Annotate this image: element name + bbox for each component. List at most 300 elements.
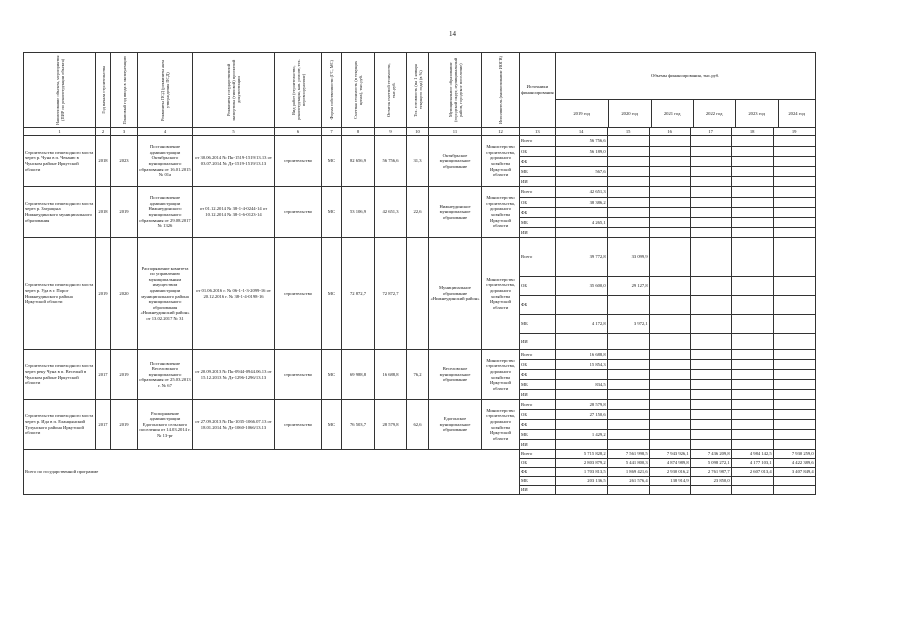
readiness-value: 31,3 xyxy=(407,136,429,187)
municipality: Веселовское муниципальное образование xyxy=(429,350,482,400)
financing-value xyxy=(690,218,731,228)
financing-value xyxy=(649,410,690,420)
financing-value xyxy=(731,350,773,360)
financing-value: 567,6 xyxy=(555,167,607,177)
header-readiness: Тех. готовность (на 1 января текущего года) (в %) xyxy=(412,63,423,117)
financing-value: 3 972,1 xyxy=(607,315,649,334)
financing-value xyxy=(607,167,649,177)
financing-value xyxy=(690,238,731,277)
header-estimate: Сметная стоимость (в текущих ценах), тыс.руб. xyxy=(353,60,363,120)
executor: Министерство строительства, дорожного хозяйства Иркутской области xyxy=(482,136,520,187)
financing-value xyxy=(555,334,607,350)
source-label: ИИ xyxy=(520,334,556,350)
financing-value xyxy=(690,167,731,177)
total-financing-value: 7 436 209,8 xyxy=(690,450,731,459)
estimate-value: 76 503,7 xyxy=(342,400,375,450)
header-pso: Реквизиты ПСД (реквизиты акта утверждения ПСД) xyxy=(160,59,170,121)
readiness-value xyxy=(407,238,429,350)
header-year-2022: 2022 год xyxy=(694,100,736,127)
source-label: ФБ xyxy=(520,157,556,167)
total-financing-value xyxy=(555,486,607,495)
source-label: МБ xyxy=(520,430,556,440)
financing-value xyxy=(731,410,773,420)
financing-value xyxy=(649,440,690,450)
financing-value xyxy=(773,440,815,450)
total-financing-value: 2 930 016,2 xyxy=(649,468,690,477)
financing-value xyxy=(649,420,690,430)
source-label: МБ xyxy=(520,315,556,334)
financing-value: 42 651,3 xyxy=(555,187,607,198)
municipality: Муниципальное образование «Нижнеудинский район» xyxy=(429,238,482,350)
financing-value xyxy=(690,380,731,390)
col-index: 17 xyxy=(690,128,731,136)
financing-value xyxy=(690,208,731,218)
financing-value xyxy=(649,218,690,228)
financing-value xyxy=(773,315,815,334)
financing-value xyxy=(555,370,607,380)
financing-value xyxy=(649,390,690,400)
financing-value xyxy=(773,208,815,218)
header-work-type: Вид работ (строительство, реконструкция, кап. ремонт, тех. перевооружение) xyxy=(290,59,306,121)
financing-value xyxy=(773,390,815,400)
financing-value xyxy=(649,147,690,157)
financing-value xyxy=(773,350,815,360)
source-label: ФБ xyxy=(520,370,556,380)
financing-value xyxy=(607,147,649,157)
source-label: ИИ xyxy=(520,440,556,450)
financing-value xyxy=(773,360,815,370)
financing-value xyxy=(690,410,731,420)
col-index: 7 xyxy=(322,128,342,136)
col-index: 4 xyxy=(138,128,193,136)
total-financing-value: 1 703 813,5 xyxy=(555,468,607,477)
header-year-2024: 2024 год xyxy=(788,110,805,116)
total-financing-value: 261 576,4 xyxy=(607,477,649,486)
ownership: МС xyxy=(322,400,342,450)
start-year: 2019 xyxy=(96,238,111,350)
financing-value xyxy=(773,187,815,198)
pso-details: Постановление Веселовского муниципального образования от 25.03.2013 г. № 67 xyxy=(138,350,193,400)
start-year: 2017 xyxy=(96,350,111,400)
financing-value xyxy=(607,440,649,450)
financing-value xyxy=(555,157,607,167)
financing-value xyxy=(649,228,690,238)
expertise-details: от 20.09.2013 № Пк-0944-0944.06.13 от 15.12.2013 № Дз-1296-1296/13.13 xyxy=(193,350,275,400)
financing-value xyxy=(690,147,731,157)
readiness-value: 62,6 xyxy=(407,400,429,450)
financing-value xyxy=(690,136,731,147)
executor: Министерство строительства, дорожного хозяйства Иркутской области xyxy=(482,238,520,350)
end-year: 2019 xyxy=(111,350,138,400)
end-year: 2023 xyxy=(111,136,138,187)
total-financing-value xyxy=(649,486,690,495)
financing-value xyxy=(773,410,815,420)
source-label: ФБ xyxy=(520,420,556,430)
col-index: 8 xyxy=(342,128,375,136)
financing-value xyxy=(773,238,815,277)
col-index: 1 xyxy=(24,128,96,136)
financing-value: 56 189,0 xyxy=(555,147,607,157)
col-index: 11 xyxy=(429,128,482,136)
financing-value xyxy=(607,218,649,228)
source-label: ФБ xyxy=(520,296,556,315)
financing-value xyxy=(773,334,815,350)
financing-value xyxy=(649,157,690,167)
col-index: 16 xyxy=(649,128,690,136)
financing-value xyxy=(731,218,773,228)
total-financing-value: 138 914,9 xyxy=(649,477,690,486)
ownership: МС xyxy=(322,238,342,350)
source-label: ФБ xyxy=(520,208,556,218)
end-year: 2019 xyxy=(111,187,138,238)
municipality: Едогонское муниципальное образование xyxy=(429,400,482,450)
financing-value xyxy=(649,360,690,370)
financing-value xyxy=(649,167,690,177)
financing-value xyxy=(649,177,690,187)
estimate-value: 53 106,9 xyxy=(342,187,375,238)
financing-value xyxy=(555,296,607,315)
financing-value xyxy=(731,136,773,147)
program-table xyxy=(23,52,816,495)
financing-value xyxy=(773,277,815,296)
financing-value xyxy=(607,334,649,350)
financing-value xyxy=(731,315,773,334)
col-index: 19 xyxy=(773,128,815,136)
header-end-year: Плановый год ввода в эксплуатацию xyxy=(121,55,127,125)
source-label: ОБ xyxy=(520,147,556,157)
header-ownership: Форма собственности (ГС, МС) xyxy=(329,60,334,120)
remaining-value: 16 688,8 xyxy=(375,350,407,400)
financing-value: 38 386,2 xyxy=(555,198,607,208)
financing-value xyxy=(731,187,773,198)
financing-value xyxy=(607,157,649,167)
header-name: Наименование объекта, мероприятия (ПИР по реконструкции объекта) xyxy=(54,55,65,125)
total-financing-value xyxy=(690,486,731,495)
financing-value xyxy=(690,334,731,350)
col-index: 10 xyxy=(407,128,429,136)
financing-value: 28 579,8 xyxy=(555,400,607,410)
financing-value xyxy=(607,187,649,198)
end-year: 2019 xyxy=(111,400,138,450)
total-financing-value xyxy=(773,486,815,495)
estimate-value: 72 872,7 xyxy=(342,238,375,350)
total-financing-value xyxy=(607,486,649,495)
total-financing-value: 2 607 013,4 xyxy=(731,468,773,477)
start-year: 2018 xyxy=(96,187,111,238)
financing-value xyxy=(690,440,731,450)
financing-value xyxy=(607,350,649,360)
source-label: ОБ xyxy=(520,277,556,296)
financing-value: 35 600,0 xyxy=(555,277,607,296)
readiness-value: 76,2 xyxy=(407,350,429,400)
total-financing-value: 4 874 989,8 xyxy=(649,459,690,468)
work-type: строительство xyxy=(275,187,322,238)
financing-value xyxy=(607,208,649,218)
financing-value xyxy=(555,177,607,187)
executor: Министерство строительства, дорожного хозяйства Иркутской области xyxy=(482,400,520,450)
total-financing-value: 4 984 142,5 xyxy=(731,450,773,459)
financing-value xyxy=(649,370,690,380)
financing-value xyxy=(607,380,649,390)
financing-value xyxy=(773,147,815,157)
financing-value xyxy=(773,136,815,147)
financing-value xyxy=(773,157,815,167)
financing-value xyxy=(607,136,649,147)
financing-value xyxy=(773,400,815,410)
object-name: Строительство пешеходного моста через р. Чуна в п. Чеканю в Чунском районе Иркутской области xyxy=(24,136,96,187)
municipality: Октябрьское муниципальное образование xyxy=(429,136,482,187)
financing-value xyxy=(690,177,731,187)
source-label: ОБ xyxy=(520,360,556,370)
source-label: ОБ xyxy=(520,198,556,208)
financing-value xyxy=(690,187,731,198)
estimate-value: 69 988,8 xyxy=(342,350,375,400)
col-index: 14 xyxy=(555,128,607,136)
financing-value xyxy=(690,420,731,430)
financing-value xyxy=(607,390,649,400)
total-financing-value: 4 422 389,6 xyxy=(773,459,815,468)
table-row xyxy=(24,136,816,147)
financing-value xyxy=(690,296,731,315)
object-name: Строительство пешеходного моста через р. Заграцька Нижнеудинского муниципального образования xyxy=(24,187,96,238)
header-financing: Объемы финансирования, тыс.руб. xyxy=(556,53,815,100)
financing-value: 16 688,8 xyxy=(555,350,607,360)
header-year-2023: 2023 год xyxy=(736,100,779,127)
ownership: МС xyxy=(322,350,342,400)
col-index: 18 xyxy=(731,128,773,136)
ownership: МС xyxy=(322,136,342,187)
financing-value xyxy=(690,400,731,410)
financing-value xyxy=(607,360,649,370)
pso-details: Распоряжение комитета по управлению муниципальным имуществом администрации муниципального района муниципального образования «Нижнеудинский район» от 13.02.2017 № 31 xyxy=(138,238,193,350)
estimate-value: 82 656,9 xyxy=(342,136,375,187)
financing-value: 15 854,3 xyxy=(555,360,607,370)
financing-value xyxy=(773,380,815,390)
financing-value: 56 756,6 xyxy=(555,136,607,147)
financing-value xyxy=(731,238,773,277)
header-sources: Источники финансирования xyxy=(520,53,556,128)
start-year: 2017 xyxy=(96,400,111,450)
financing-value xyxy=(731,430,773,440)
object-name: Строительство пешеходного моста через р. Ида в п. Еланцынский Тулунского района Иркутской области xyxy=(24,400,96,450)
total-financing-value xyxy=(773,477,815,486)
total-source-label: ОБ xyxy=(520,459,556,468)
financing-value xyxy=(649,350,690,360)
financing-value xyxy=(731,420,773,430)
table-row xyxy=(24,400,816,410)
column-index-row xyxy=(24,128,816,136)
financing-value xyxy=(773,296,815,315)
financing-value xyxy=(690,277,731,296)
financing-value: 27 150,6 xyxy=(555,410,607,420)
source-label: ОБ xyxy=(520,410,556,420)
remaining-value: 72 872,7 xyxy=(375,238,407,350)
financing-value xyxy=(555,208,607,218)
financing-value xyxy=(731,277,773,296)
col-index: 9 xyxy=(375,128,407,136)
remaining-value: 28 579,8 xyxy=(375,400,407,450)
financing-value xyxy=(731,147,773,157)
total-financing-value: 203 136,5 xyxy=(555,477,607,486)
total-financing-value: 2 761 987,7 xyxy=(690,468,731,477)
table-row xyxy=(24,238,816,277)
total-financing-value: 7 943 926,1 xyxy=(649,450,690,459)
total-row xyxy=(24,450,816,459)
financing-value xyxy=(731,198,773,208)
page-number: 14 xyxy=(449,30,456,38)
object-name: Строительство пешеходного моста через р. Уда в г. Порог Нижнеудинского района Иркутской области xyxy=(24,238,96,350)
financing-value: 4 265,1 xyxy=(555,218,607,228)
expertise-details: от 01.06.2016 г. № 06-1-1-3-2099-16 от 20.12.2016 г. № 38-1-4-0198-16 xyxy=(193,238,275,350)
col-index: 13 xyxy=(520,128,556,136)
financing-value xyxy=(731,360,773,370)
header-executor: Исполнитель (наименование ИОГВ) xyxy=(498,55,503,125)
financing-value xyxy=(607,370,649,380)
financing-value xyxy=(690,370,731,380)
total-source-label: Всего xyxy=(520,450,556,459)
readiness-value: 22,6 xyxy=(407,187,429,238)
financing-value xyxy=(555,390,607,400)
financing-value: 834,5 xyxy=(555,380,607,390)
table-row xyxy=(24,187,816,198)
financing-value: 1 429,2 xyxy=(555,430,607,440)
financing-value xyxy=(649,187,690,198)
financing-value xyxy=(690,430,731,440)
total-financing-value: 4 177 103,1 xyxy=(731,459,773,468)
total-financing-value: 23 850,0 xyxy=(690,477,731,486)
financing-value xyxy=(773,167,815,177)
financing-value xyxy=(731,380,773,390)
col-index: 3 xyxy=(111,128,138,136)
total-financing-value: 3 407 849,4 xyxy=(773,468,815,477)
financing-value xyxy=(731,296,773,315)
remaining-value: 42 651,3 xyxy=(375,187,407,238)
start-year: 2018 xyxy=(96,136,111,187)
financing-value xyxy=(773,370,815,380)
financing-value xyxy=(690,360,731,370)
financing-value xyxy=(731,228,773,238)
financing-value xyxy=(607,177,649,187)
expertise-details: от 01.12.2014 № 38-1-4-0244-14 от 10.12.2014 № 38-1-6-0123-14 xyxy=(193,187,275,238)
financing-value xyxy=(649,296,690,315)
financing-value xyxy=(773,218,815,228)
total-financing-value: 5 715 828,2 xyxy=(555,450,607,459)
source-label: Всего xyxy=(520,350,556,360)
source-label: МБ xyxy=(520,218,556,228)
work-type: строительство xyxy=(275,238,322,350)
header-row xyxy=(24,53,816,128)
financing-value xyxy=(555,228,607,238)
financing-value xyxy=(731,167,773,177)
financing-value xyxy=(773,430,815,440)
financing-value xyxy=(607,228,649,238)
source-label: ИИ xyxy=(520,228,556,238)
financing-value xyxy=(649,430,690,440)
financing-value xyxy=(773,420,815,430)
financing-value xyxy=(731,177,773,187)
executor: Министерство строительства, дорожного хозяйства Иркутской области xyxy=(482,350,520,400)
total-financing-value: 2 803 879,2 xyxy=(555,459,607,468)
financing-value xyxy=(690,390,731,400)
total-source-label: МБ xyxy=(520,477,556,486)
financing-value xyxy=(731,157,773,167)
financing-value xyxy=(690,198,731,208)
object-name: Строительство пешеходного моста через реку Чуна в п. Веселый в Чунском районе Иркутской области xyxy=(24,350,96,400)
col-index: 12 xyxy=(482,128,520,136)
financing-value xyxy=(731,370,773,380)
ownership: МС xyxy=(322,187,342,238)
header-remaining: Остаток сметной стоимости, тыс.руб. xyxy=(385,63,396,117)
header-start-year: Год начала строительства xyxy=(100,66,106,114)
financing-value xyxy=(731,400,773,410)
header-year-2019: 2019 год xyxy=(556,100,609,127)
work-type: строительство xyxy=(275,350,322,400)
total-source-label: ФБ xyxy=(520,468,556,477)
executor: Министерство строительства, дорожного хозяйства Иркутской области xyxy=(482,187,520,238)
pso-details: Постановление администрации Октябрьского муниципального образования от 16.01.2015 № 01а xyxy=(138,136,193,187)
total-financing-value: 7 930 259,0 xyxy=(773,450,815,459)
financing-value xyxy=(649,315,690,334)
financing-value xyxy=(607,198,649,208)
total-source-label: ИИ xyxy=(520,486,556,495)
total-financing-value: 1 869 421,6 xyxy=(607,468,649,477)
header-municipality: Муниципальное образование (городской округ, муниципальный район, городское поселение) xyxy=(447,57,463,123)
financing-value xyxy=(649,136,690,147)
financing-value xyxy=(649,238,690,277)
total-financing-value xyxy=(731,477,773,486)
financing-value xyxy=(731,334,773,350)
total-financing-value: 5 441 800,3 xyxy=(607,459,649,468)
source-label: Всего xyxy=(520,187,556,198)
source-label: Всего xyxy=(520,136,556,147)
source-label: ИИ xyxy=(520,390,556,400)
total-financing-value: 5 098 272,1 xyxy=(690,459,731,468)
financing-value xyxy=(607,420,649,430)
work-type: строительство xyxy=(275,136,322,187)
expertise-details: от 27.09.2013 № Пк-1035-1066.07.13 от 18.01.2014 № Дз-1060-1066/13.13 xyxy=(193,400,275,450)
source-label: ИИ xyxy=(520,177,556,187)
source-label: МБ xyxy=(520,167,556,177)
col-index: 5 xyxy=(193,128,275,136)
total-label: Всего по государственной программе xyxy=(24,450,520,495)
col-index: 6 xyxy=(275,128,322,136)
financing-value xyxy=(690,315,731,334)
financing-value xyxy=(649,334,690,350)
financing-value xyxy=(607,410,649,420)
header-year-2020: 2020 год xyxy=(609,100,652,127)
header-expertise: Реквизиты государственной экспертизы (типовой) проектной документации xyxy=(226,59,241,121)
financing-value xyxy=(731,440,773,450)
financing-value xyxy=(649,277,690,296)
work-type: строительство xyxy=(275,400,322,450)
financing-value xyxy=(649,400,690,410)
header-year-2021: 2021 год xyxy=(652,100,694,127)
financing-value xyxy=(555,420,607,430)
source-label: Всего xyxy=(520,400,556,410)
financing-value: 33 099,9 xyxy=(607,238,649,277)
table-row xyxy=(24,350,816,360)
pso-details: Постановление администрации Нижнеудинского муниципального образования от 29.08.2017 № 1326 xyxy=(138,187,193,238)
financing-value xyxy=(731,390,773,400)
financing-value: 39 772,8 xyxy=(555,238,607,277)
end-year: 2020 xyxy=(111,238,138,350)
financing-value xyxy=(607,430,649,440)
financing-value xyxy=(690,228,731,238)
source-label: МБ xyxy=(520,380,556,390)
remaining-value: 56 756,6 xyxy=(375,136,407,187)
financing-value xyxy=(555,440,607,450)
pso-details: Распоряжение администрации Едогонского сельского поселения от 14.03.2014 г. № 13-рг xyxy=(138,400,193,450)
